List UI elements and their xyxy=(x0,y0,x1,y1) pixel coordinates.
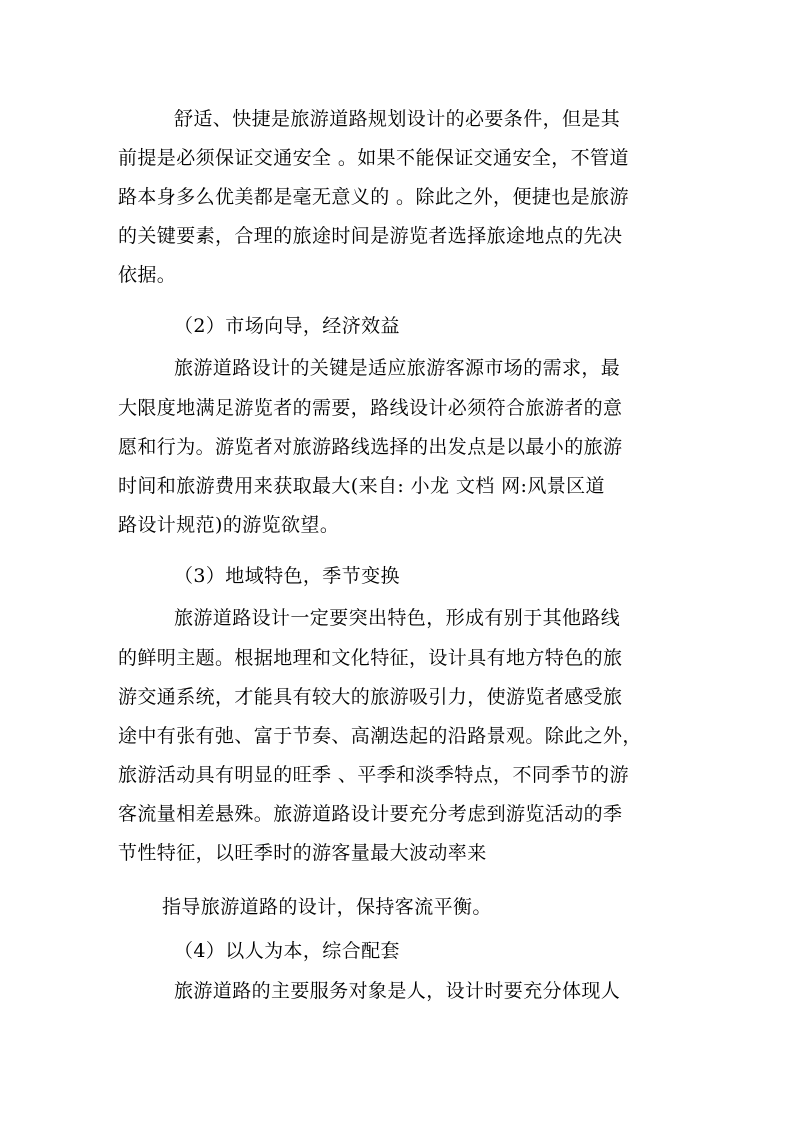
paragraph-line: 大限度地满足游览者的需要，路线设计必须符合旅游者的意 xyxy=(118,397,623,419)
paragraph-line: 节性特征，以旺季时的游客量最大波动率来 xyxy=(118,842,487,864)
paragraph-line: 客流量相差悬殊。旅游道路设计要充分考虑到游览活动的季 xyxy=(118,803,623,825)
paragraph-line: 指导旅游道路的设计，保持客流平衡。 xyxy=(162,896,492,918)
paragraph-line: 前提是必须保证交通安全 。如果不能保证交通安全，不管道 xyxy=(118,147,629,169)
paragraph-line: 旅游道路的主要服务对象是人，设计时要充分体现人 xyxy=(174,980,621,1002)
paragraph-line: 时间和旅游费用来获取最大(来自: 小龙 文档 网:风景区道 xyxy=(118,475,605,497)
paragraph-line: 游交通系统，才能具有较大的旅游吸引力，使游览者感受旅 xyxy=(118,686,623,708)
paragraph-line: 愿和行为。游览者对旅游路线选择的出发点是以最小的旅游 xyxy=(118,436,623,458)
section-heading-4: （4）以人为本，综合配套 xyxy=(174,940,400,962)
paragraph-line: 旅游道路设计一定要突出特色，形成有别于其他路线 xyxy=(174,607,621,629)
paragraph-line: 舒适、快捷是旅游道路规划设计的必要条件，但是其 xyxy=(174,108,621,130)
paragraph-line: 路本身多么优美都是毫无意义的 。除此之外，便捷也是旅游 xyxy=(118,186,629,208)
paragraph-line: 途中有张有弛、富于节奏、高潮迭起的沿路景观。除此之外， xyxy=(118,725,642,747)
paragraph-line: 的关键要素，合理的旅途时间是游览者选择旅途地点的先决 xyxy=(118,225,623,247)
paragraph-line: 旅游活动具有明显的旺季 、平季和淡季特点，不同季节的游 xyxy=(118,764,629,786)
paragraph-line: 的鲜明主题。根据地理和文化特征，设计具有地方特色的旅 xyxy=(118,647,623,669)
paragraph-line: 路设计规范)的游览欲望。 xyxy=(118,514,340,536)
paragraph-line: 旅游道路设计的关键是适应旅游客源市场的需求，最 xyxy=(174,357,621,379)
section-heading-2: （2）市场向导，经济效益 xyxy=(174,315,400,337)
section-heading-3: （3）地域特色，季节变换 xyxy=(174,565,400,587)
paragraph-line: 依据。 xyxy=(118,264,177,286)
